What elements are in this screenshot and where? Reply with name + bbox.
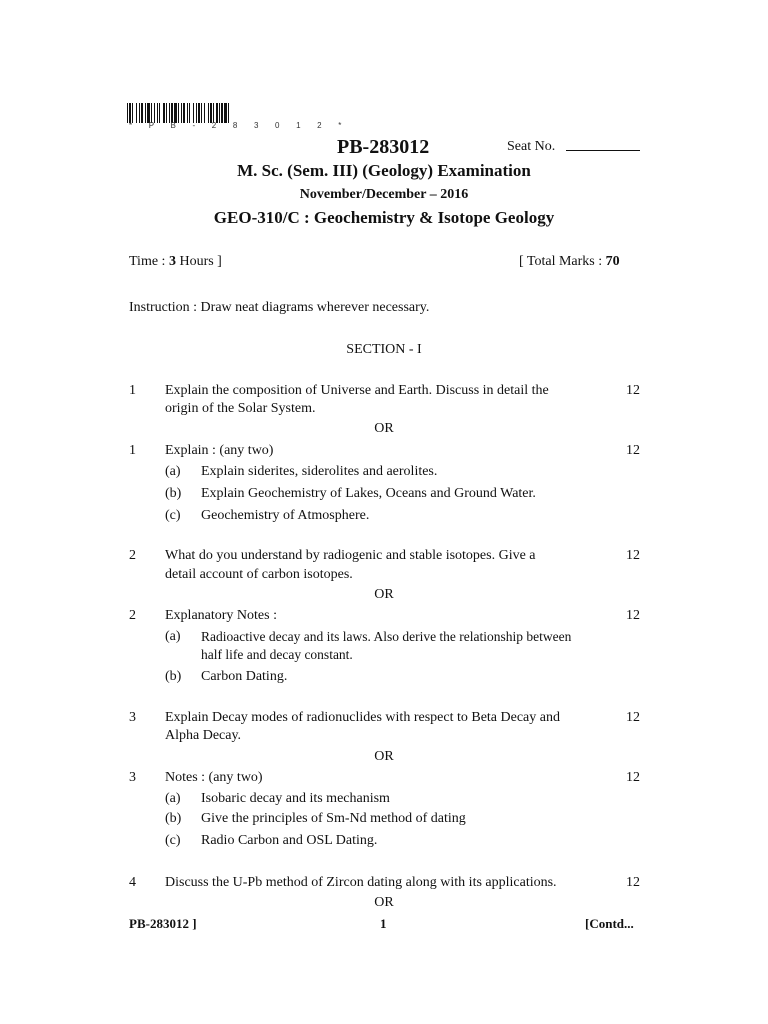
question-text: Explain Decay modes of radionuclides with respect to Beta Decay and bbox=[165, 710, 560, 725]
exam-date: November/December – 2016 bbox=[299, 187, 469, 202]
question-text-continued: detail account of carbon isotopes. bbox=[165, 567, 353, 582]
question-marks: 12 bbox=[626, 875, 640, 890]
option-label: (c) bbox=[165, 833, 181, 848]
option-label: (c) bbox=[165, 508, 181, 523]
question-number: 2 bbox=[129, 608, 136, 623]
option-label: (b) bbox=[165, 486, 182, 501]
section-heading: SECTION - I bbox=[346, 342, 422, 357]
question-text: What do you understand by radiogenic and stable isotopes. Give a bbox=[165, 548, 536, 563]
option-text: Give the principles of Sm-Nd method of dating bbox=[201, 811, 466, 826]
or-divider: OR bbox=[374, 749, 394, 764]
question-marks: 12 bbox=[626, 443, 640, 458]
question-marks: 12 bbox=[626, 383, 640, 398]
option-text: Carbon Dating. bbox=[201, 669, 288, 684]
question-text: Notes : (any two) bbox=[165, 770, 263, 785]
question-text-continued: origin of the Solar System. bbox=[165, 401, 316, 416]
option-text: Radioactive decay and its laws. Also derive the relationship between bbox=[201, 629, 572, 644]
option-text: Explain siderites, siderolites and aerolites. bbox=[201, 464, 438, 479]
option-text: Explain Geochemistry of Lakes, Oceans and Ground Water. bbox=[201, 486, 536, 501]
exam-title: M. Sc. (Sem. III) (Geology) Examination bbox=[237, 161, 531, 180]
seat-number-line bbox=[566, 150, 640, 151]
course-title: GEO-310/C : Geochemistry & Isotope Geology bbox=[213, 208, 555, 227]
footer-paper-code: PB-283012 ] bbox=[129, 916, 197, 931]
option-label: (a) bbox=[165, 791, 181, 806]
barcode-text: * P B - 2 8 3 0 1 2 * bbox=[129, 121, 349, 130]
option-label: (a) bbox=[165, 629, 181, 644]
option-label: (b) bbox=[165, 811, 182, 826]
barcode bbox=[127, 103, 311, 123]
continued-marker: [Contd... bbox=[585, 916, 634, 931]
question-number: 1 bbox=[129, 443, 136, 458]
seat-number-label: Seat No. bbox=[507, 139, 556, 154]
option-text: Geochemistry of Atmosphere. bbox=[201, 508, 370, 523]
or-divider: OR bbox=[374, 895, 394, 910]
question-number: 2 bbox=[129, 548, 136, 563]
question-number: 4 bbox=[129, 875, 136, 890]
page-number: 1 bbox=[380, 916, 387, 931]
option-label: (a) bbox=[165, 464, 181, 479]
question-marks: 12 bbox=[626, 710, 640, 725]
question-text: Explanatory Notes : bbox=[165, 608, 277, 623]
option-label: (b) bbox=[165, 669, 182, 684]
question-text-continued: Alpha Decay. bbox=[165, 728, 242, 743]
option-text-continued: half life and decay constant. bbox=[201, 647, 353, 662]
question-text: Explain the composition of Universe and Earth. Discuss in detail the bbox=[165, 383, 549, 398]
question-number: 1 bbox=[129, 383, 136, 398]
or-divider: OR bbox=[374, 421, 394, 436]
or-divider: OR bbox=[374, 587, 394, 602]
question-text: Explain : (any two) bbox=[165, 443, 274, 458]
question-number: 3 bbox=[129, 770, 136, 785]
question-marks: 12 bbox=[626, 608, 640, 623]
time-allowed: Time : 3 Hours ] bbox=[129, 254, 222, 269]
paper-code: PB-283012 bbox=[337, 136, 430, 158]
question-marks: 12 bbox=[626, 770, 640, 785]
total-marks: [ Total Marks : 70 bbox=[519, 254, 620, 269]
instruction: Instruction : Draw neat diagrams wherever necessary. bbox=[129, 300, 430, 315]
option-text: Isobaric decay and its mechanism bbox=[201, 791, 390, 806]
question-text: Discuss the U-Pb method of Zircon dating along with its applications. bbox=[165, 875, 557, 890]
question-marks: 12 bbox=[626, 548, 640, 563]
question-number: 3 bbox=[129, 710, 136, 725]
option-text: Radio Carbon and OSL Dating. bbox=[201, 833, 378, 848]
